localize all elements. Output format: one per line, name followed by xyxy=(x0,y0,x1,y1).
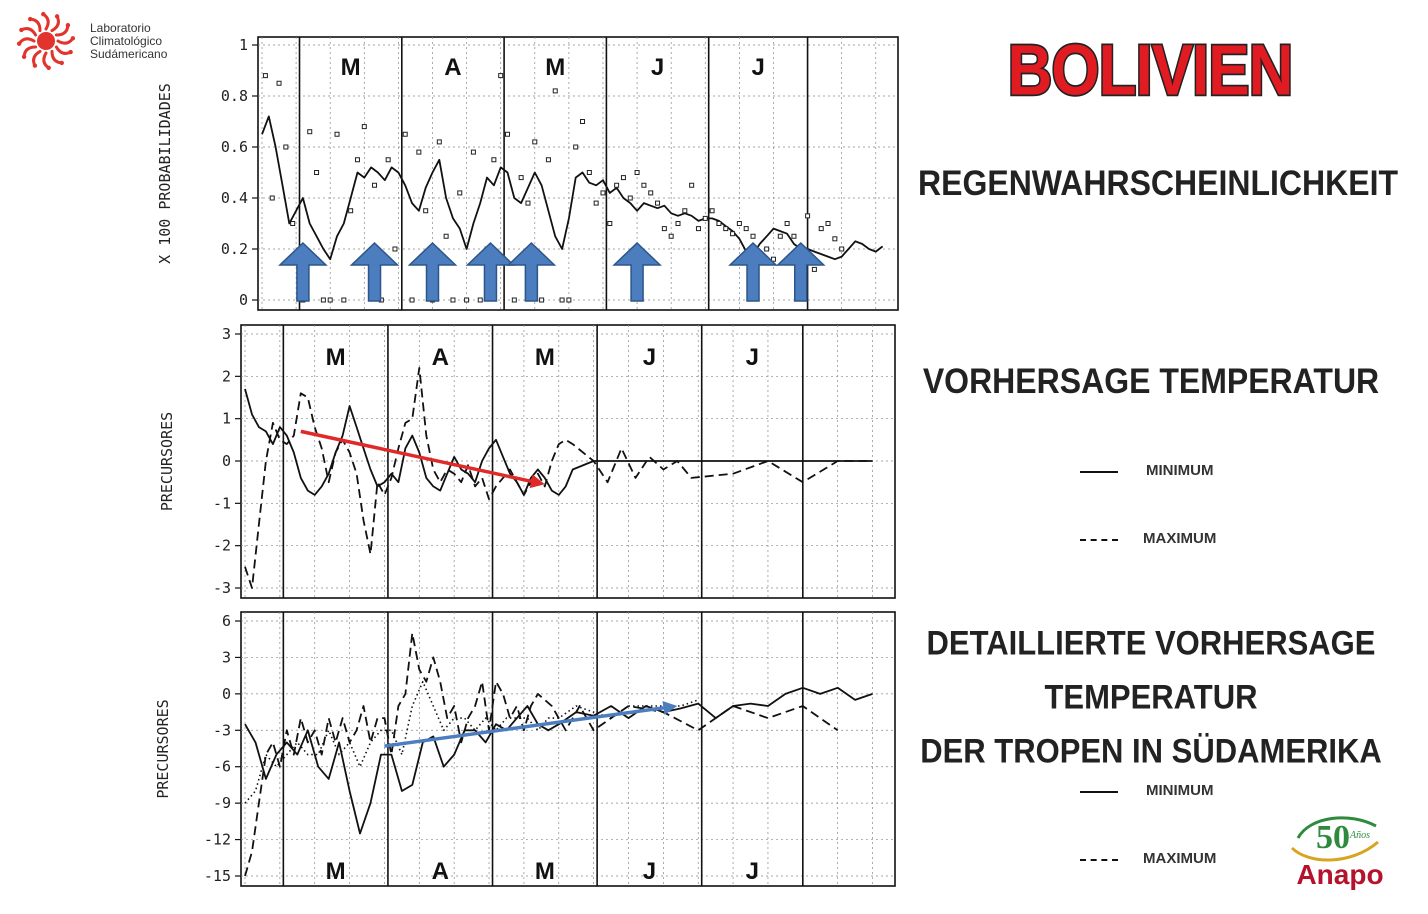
month-label: M xyxy=(340,54,361,81)
y-tick-label: -2 xyxy=(212,536,231,555)
y-tick-label: -9 xyxy=(212,794,231,813)
month-label: M xyxy=(545,54,566,81)
data-point xyxy=(819,227,823,231)
data-point xyxy=(635,171,639,175)
heading-detailed-line-2: TEMPERATUR xyxy=(1044,677,1258,717)
month-label: J xyxy=(745,858,759,885)
data-point xyxy=(410,298,414,302)
data-point xyxy=(751,234,755,238)
data-point xyxy=(840,247,844,251)
data-point xyxy=(321,298,325,302)
data-point xyxy=(506,132,510,136)
data-point xyxy=(731,232,735,236)
data-point xyxy=(386,158,390,162)
y-tick-label: 0 xyxy=(221,684,231,703)
y-axis-label: PRECURSORES xyxy=(158,411,176,512)
legend-label-minimum: MINIMUM xyxy=(1146,782,1214,799)
legend-label-maximum: MAXIMUM xyxy=(1143,530,1217,547)
y-axis-label: X 100 PROBABILIDADES xyxy=(156,83,174,264)
data-point xyxy=(553,89,557,93)
data-point xyxy=(478,298,482,302)
data-point xyxy=(785,222,789,226)
y-tick-label: -15 xyxy=(203,867,231,885)
data-point xyxy=(744,227,748,231)
data-point xyxy=(833,237,837,241)
y-tick-label: 1 xyxy=(221,409,231,428)
data-point xyxy=(373,183,377,187)
data-point xyxy=(355,158,359,162)
y-tick-label: -1 xyxy=(212,494,231,513)
data-point xyxy=(724,227,728,231)
data-point xyxy=(826,222,830,226)
month-label: J xyxy=(745,344,759,371)
data-point xyxy=(424,209,428,213)
data-point xyxy=(540,298,544,302)
data-point xyxy=(696,227,700,231)
anapo-name: Anapo xyxy=(1296,859,1384,890)
chart-panel-3 xyxy=(154,612,895,886)
data-point xyxy=(642,183,646,187)
data-point xyxy=(703,216,707,220)
month-label: J xyxy=(642,858,657,885)
data-point xyxy=(403,132,407,136)
data-point xyxy=(308,130,312,134)
data-point xyxy=(451,298,455,302)
data-point xyxy=(465,298,469,302)
data-point xyxy=(669,234,673,238)
y-tick-label: -3 xyxy=(212,579,231,597)
logo-line-3: Sudámericano xyxy=(90,47,168,61)
y-tick-label: 0 xyxy=(238,291,248,309)
y-tick-label: -12 xyxy=(203,830,231,849)
heading-rain-probability: REGENWAHRSCHEINLICHKEIT xyxy=(918,163,1399,203)
data-point xyxy=(778,234,782,238)
data-point xyxy=(417,150,421,154)
data-point xyxy=(291,222,295,226)
data-point xyxy=(546,158,550,162)
data-point xyxy=(812,267,816,271)
data-point xyxy=(765,247,769,251)
data-point xyxy=(717,222,721,226)
data-point xyxy=(581,120,585,124)
data-point xyxy=(444,234,448,238)
data-point xyxy=(284,145,288,149)
month-label: M xyxy=(534,344,555,371)
chart-panel-2 xyxy=(158,325,895,598)
data-point xyxy=(362,125,366,129)
data-point xyxy=(690,183,694,187)
data-point xyxy=(471,150,475,154)
logo-line-2: Climatológico xyxy=(90,34,163,48)
data-point xyxy=(615,183,619,187)
month-label: A xyxy=(431,858,449,885)
heading-detailed-line-1: DETAILLIERTE VORHERSAGE xyxy=(926,623,1376,663)
data-point xyxy=(608,222,612,226)
month-label: M xyxy=(534,858,555,885)
legend-label-maximum: MAXIMUM xyxy=(1143,850,1217,867)
y-tick-label: 0.6 xyxy=(220,138,248,156)
anapo-anniversary: 50 xyxy=(1316,819,1350,856)
month-label: J xyxy=(642,344,657,371)
y-tick-label: 3 xyxy=(221,648,231,667)
y-tick-label: 0.4 xyxy=(220,189,248,207)
data-point xyxy=(342,298,346,302)
data-point xyxy=(574,145,578,149)
data-point xyxy=(662,227,666,231)
data-point xyxy=(533,140,537,144)
data-point xyxy=(315,171,319,175)
data-point xyxy=(587,171,591,175)
y-tick-label: 0.2 xyxy=(220,240,248,258)
data-point xyxy=(349,209,353,213)
chart-panel-1 xyxy=(156,36,898,310)
heading-detailed-line-3: DER TROPEN IN SÜDAMERIKA xyxy=(920,731,1382,770)
y-tick-label: 6 xyxy=(221,612,231,630)
data-point xyxy=(792,234,796,238)
y-axis-label: PRECURSORES xyxy=(154,699,172,799)
page-title: BOLIVIEN xyxy=(1007,31,1293,111)
data-point xyxy=(519,176,523,180)
data-point xyxy=(567,298,571,302)
data-point xyxy=(512,298,516,302)
data-point xyxy=(328,298,332,302)
month-label: J xyxy=(751,54,765,81)
month-label: M xyxy=(325,858,346,885)
data-point xyxy=(649,191,653,195)
data-point xyxy=(737,222,741,226)
data-point xyxy=(683,209,687,213)
legend-label-minimum: MINIMUM xyxy=(1146,462,1214,479)
y-tick-label: 2 xyxy=(221,367,231,386)
plot-frame xyxy=(241,612,895,886)
month-label: A xyxy=(431,344,449,371)
data-point xyxy=(437,140,441,144)
heading-temperature-forecast: VORHERSAGE TEMPERATUR xyxy=(922,361,1380,401)
month-label: A xyxy=(444,54,462,81)
data-point xyxy=(710,209,714,213)
y-tick-label: 0.8 xyxy=(220,87,248,105)
data-point xyxy=(560,298,564,302)
logo-line-1: Laboratorio xyxy=(90,21,151,35)
data-point xyxy=(601,191,605,195)
y-tick-label: -3 xyxy=(212,721,231,740)
data-point xyxy=(806,214,810,218)
y-tick-label: 0 xyxy=(221,452,231,470)
data-point xyxy=(676,222,680,226)
month-label: M xyxy=(325,344,346,371)
data-point xyxy=(393,247,397,251)
anapo-anniversary-word: Años xyxy=(1350,830,1370,841)
data-point xyxy=(499,74,503,78)
data-point xyxy=(263,74,267,78)
data-point xyxy=(458,191,462,195)
data-point xyxy=(492,158,496,162)
y-tick-label: 1 xyxy=(238,36,248,54)
y-tick-label: 3 xyxy=(221,325,231,343)
data-point xyxy=(277,81,281,85)
data-point xyxy=(628,196,632,200)
data-point xyxy=(335,132,339,136)
data-point xyxy=(656,201,660,205)
month-label: J xyxy=(650,54,665,81)
data-point xyxy=(594,201,598,205)
y-tick-label: -6 xyxy=(212,757,231,776)
data-point xyxy=(526,201,530,205)
data-point xyxy=(621,176,625,180)
data-point xyxy=(270,196,274,200)
